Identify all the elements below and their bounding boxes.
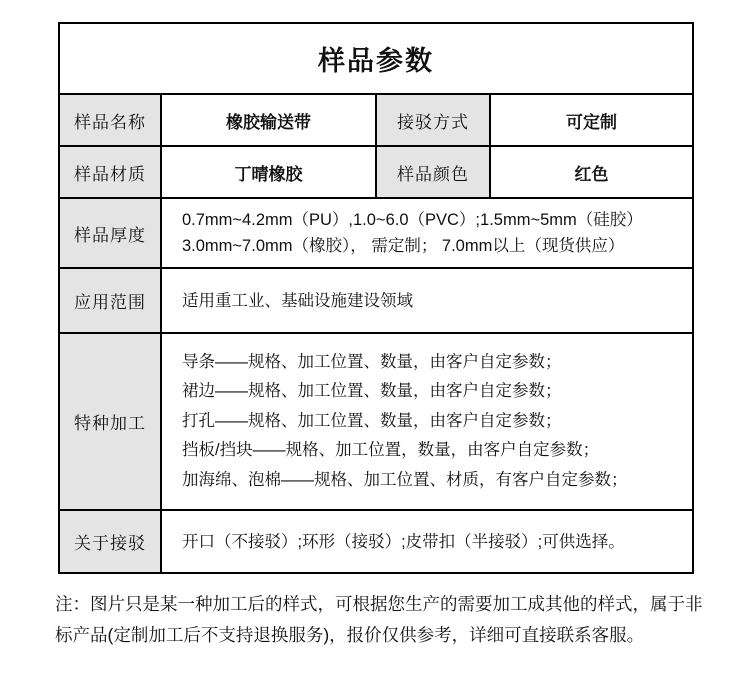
table-title: 样品参数 [59,23,693,94]
sample-parameter-table [58,22,694,574]
label-sample-name: 样品名称 [59,94,161,146]
label-sample-material: 样品材质 [59,146,161,198]
value-sample-material: 丁晴橡胶 [161,146,376,198]
thickness-line-2: 3.0mm~7.0mm（橡胶）， 需定制； 7.0mm以上（现货供应） [182,237,625,255]
special-line-2: 裙边——规格、加工位置、数量，由客户自定参数； [182,382,562,401]
value-special-processing [161,333,693,510]
value-about-joint [161,510,693,573]
label-sample-color: 样品颜色 [376,146,490,198]
joint-line-1: 开口（不接驳）;环形（接驳）;皮带扣（半接驳）;可供选择。 [182,532,625,551]
row-sample-thickness [59,198,693,268]
special-line-4: 挡板/挡块——规格、加工位置，数量，由客户自定参数； [182,441,600,460]
label-joint-method: 接驳方式 [376,94,490,146]
value-application-scope [161,268,693,333]
row-special-processing [59,333,693,510]
value-sample-color: 红色 [490,146,693,198]
special-line-5: 加海绵、泡棉——规格、加工位置、材质，有客户自定参数； [182,470,628,489]
label-application-scope: 应用范围 [59,268,161,333]
table-title-row [59,23,693,94]
row-application-scope [59,268,693,333]
footer-note: 注：图片只是某一种加工后的样式，可根据您生产的需要加工成其他的样式，属于非标产品(定制加工后不支持退换服务)，报价仅供参考，详细可直接联系客服。 [55,594,703,645]
label-about-joint: 关于接驳 [59,510,161,573]
value-sample-thickness [161,198,693,268]
special-line-1: 导条——规格、加工位置、数量，由客户自定参数； [182,352,562,371]
value-sample-name: 橡胶输送带 [161,94,376,146]
row-about-joint [59,510,693,573]
application-line-1: 适用重工业、基础设施建设领域 [182,291,413,310]
label-special-processing: 特种加工 [59,333,161,510]
label-sample-thickness: 样品厚度 [59,198,161,268]
row-sample-name [59,94,693,146]
value-joint-method: 可定制 [490,94,693,146]
special-line-3: 打孔——规格、加工位置、数量，由客户自定参数； [182,411,562,430]
thickness-line-1: 0.7mm~4.2mm（PU）,1.0~6.0（PVC）;1.5mm~5mm（硅胶） [182,211,643,229]
row-sample-material [59,146,693,198]
